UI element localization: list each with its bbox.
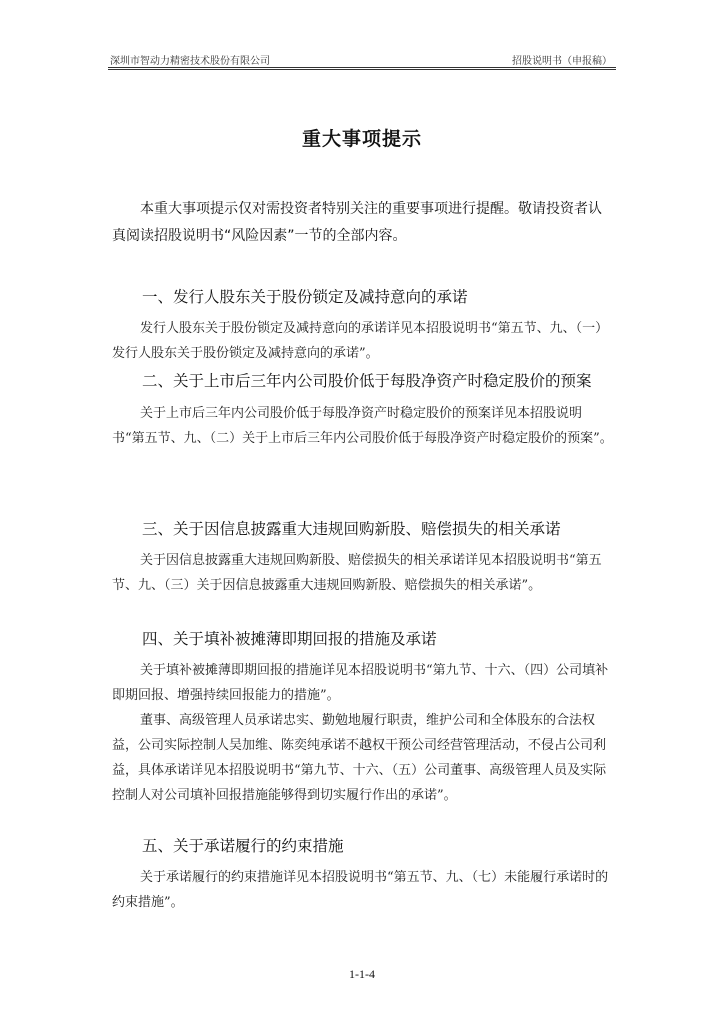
- section-paragraph: 发行人股东关于股份锁定及减持意向的承诺详见本招股说明书“第五节、九、（一）发行人股东关于股份锁定及减持意向的承诺”。: [112, 321, 609, 361]
- header-rule-secondary: [108, 69, 616, 70]
- section-paragraph: 董事、高级管理人员承诺忠实、勤勉地履行职责，维护公司和全体股东的合法权益，公司实际控制人吴加维、陈奕纯承诺不越权干预公司经营管理活动，不侵占公司利益，具体承诺详见本招股说明书“第九节、十六、（五）公司董事、高级管理人员及实际控制人对公司填补回报措施能够得到切实履行作出的承诺”。: [112, 713, 607, 803]
- page-title: 重大事项提示: [301, 128, 422, 150]
- intro-paragraph: [112, 196, 614, 250]
- section-2: [112, 366, 614, 451]
- section-paragraph: 关于承诺履行的约束措施详见本招股说明书“第五节、九、（七）未能履行承诺时的约束措施”。: [112, 870, 609, 910]
- section-heading: 二、关于上市后三年内公司股价低于每股净资产时稳定股价的预案: [142, 372, 592, 390]
- section-heading: 五、关于承诺履行的约束措施: [142, 837, 344, 855]
- section-heading: 四、关于填补被摊薄即期回报的措施及承诺: [142, 630, 437, 648]
- section-1: [112, 282, 614, 366]
- header-company-name: 深圳市智动力精密技术股份有限公司: [110, 56, 270, 67]
- page-number: 1-1-4: [349, 967, 375, 981]
- section-4: [112, 624, 614, 808]
- section-paragraph: 关于因信息披露重大违规回购新股、赔偿损失的相关承诺详见本招股说明书“第五节、九、（三）关于因信息披露重大违规回购新股、赔偿损失的相关承诺”。: [112, 553, 602, 593]
- section-paragraph: 关于填补被摊薄即期回报的措施详见本招股说明书“第九节、十六、（四）公司填补即期回报、增强持续回报能力的措施”。: [112, 663, 609, 703]
- section-paragraph: 关于上市后三年内公司股价低于每股净资产时稳定股价的预案详见本招股说明书“第五节、九、（二）关于上市后三年内公司股价低于每股净资产时稳定股价的预案”。: [112, 406, 613, 446]
- header-document-type: 招股说明书（申报稿）: [512, 56, 612, 67]
- intro-text: 本重大事项提示仅对需投资者特别关注的重要事项进行提醒。敬请投资者认真阅读招股说明书“风险因素”一节的全部内容。: [112, 201, 602, 244]
- page-header: [108, 52, 616, 66]
- section-heading: 一、发行人股东关于股份锁定及减持意向的承诺: [142, 288, 468, 306]
- section-heading: 三、关于因信息披露重大违规回购新股、赔偿损失的相关承诺: [142, 520, 561, 538]
- section-3: [112, 514, 614, 598]
- header-rule: [108, 67, 616, 68]
- section-5: [112, 831, 614, 915]
